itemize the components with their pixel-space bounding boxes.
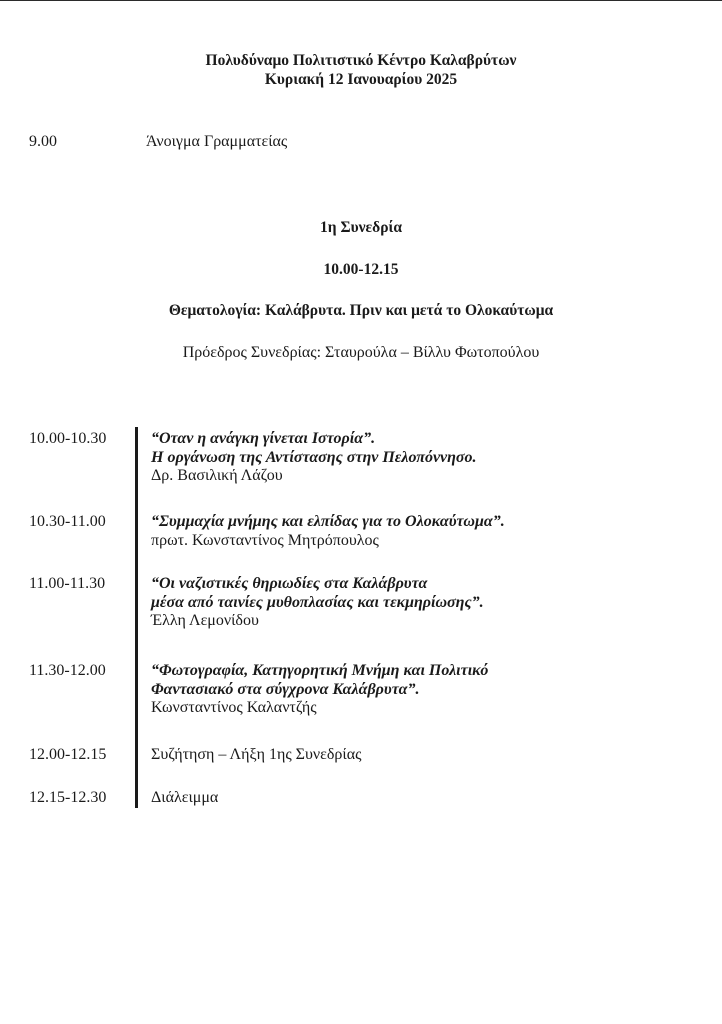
item-title-line: Φαντασιακό στα σύγχρονα Καλάβρυτα”. (151, 680, 420, 698)
item-content (151, 430, 477, 486)
item-time: 12.15-12.30 (29, 789, 107, 806)
item-time: 10.00-10.30 (29, 430, 107, 447)
item-content (151, 575, 484, 631)
item-title-line: “Οι ναζιστικές θηριωδίες στα Καλάβρυτα (151, 575, 428, 592)
item-content (151, 789, 218, 808)
item-speaker: Έλλη Λεμονίδου (151, 612, 259, 629)
item-content (151, 746, 361, 765)
session-title: 1η Συνεδρία (320, 219, 402, 236)
item-title-line: “Φωτογραφία, Κατηγορητική Μνήμη και Πολιτικό (151, 662, 489, 679)
session-time: 10.00-12.15 (323, 261, 399, 278)
item-time: 12.00-12.15 (29, 746, 107, 763)
date-heading: Κυριακή 12 Ιανουαρίου 2025 (264, 71, 458, 88)
item-text: Συζήτηση – Λήξη 1ης Συνεδρίας (151, 746, 362, 763)
item-title-line: μέσα από ταινίες μυθοπλασίας και τεκμηρίωσης”. (151, 593, 484, 611)
item-time: 10.30-11.00 (29, 513, 106, 530)
item-content (151, 513, 505, 550)
item-title-line: Η οργάνωση της Αντίστασης στην Πελοπόννησο. (151, 448, 477, 466)
item-title-line: “Συμμαχία μνήμης και ελπίδας για το Ολοκαύτωμα”. (151, 513, 505, 530)
item-speaker: Κωνσταντίνος Καλαντζής (151, 699, 317, 716)
schedule-divider (135, 427, 138, 808)
item-time: 11.30-12.00 (29, 662, 106, 679)
venue-heading: Πολυδύναμο Πολιτιστικό Κέντρο Καλαβρύτων (205, 52, 517, 69)
item-time: 11.00-11.30 (29, 575, 106, 592)
opening-label: Άνοιγμα Γραμματείας (146, 133, 288, 150)
item-title-line: “Οταν η ανάγκη γίνεται Ιστορία”. (151, 430, 376, 447)
item-content (151, 662, 488, 718)
opening-time: 9.00 (29, 133, 57, 150)
item-speaker: Δρ. Βασιλική Λάζου (151, 467, 283, 484)
item-speaker: πρωτ. Κωνσταντίνος Μητρόπουλος (151, 531, 379, 549)
top-border (0, 0, 722, 1)
session-chair: Πρόεδρος Συνεδρίας: Σταυρούλα – Βίλλυ Φωτοπούλου (182, 344, 540, 361)
session-theme: Θεματολογία: Καλάβρυτα. Πριν και μετά το Ολοκαύτωμα (168, 302, 554, 319)
item-text: Διάλειμμα (151, 789, 219, 806)
